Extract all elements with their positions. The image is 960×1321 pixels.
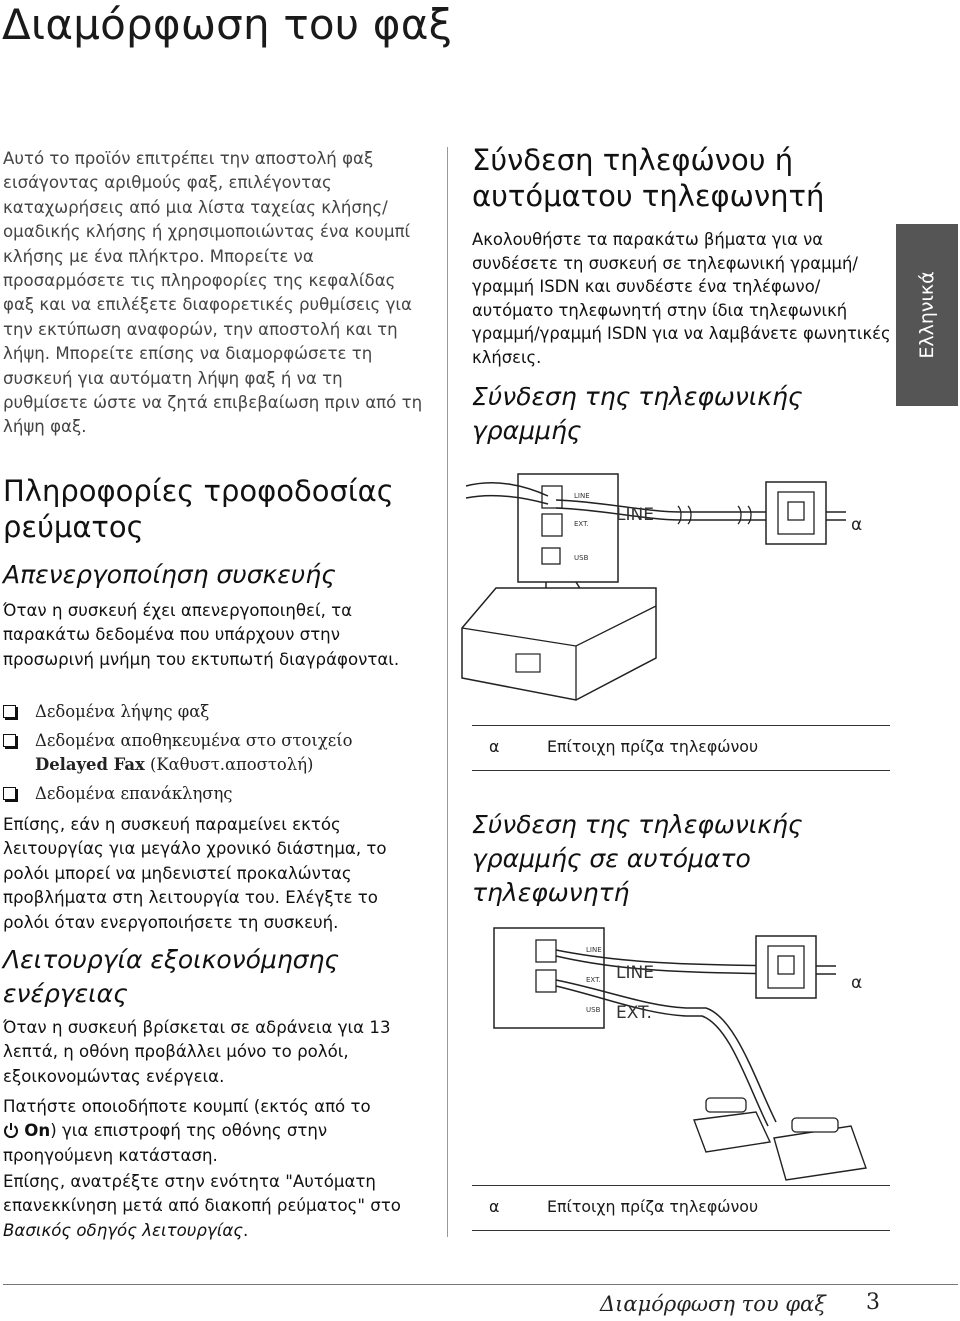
column-divider — [447, 147, 448, 1237]
checkbox-bullet-icon — [3, 787, 16, 800]
cable-line-label: LINE — [616, 505, 654, 525]
port-line-label: LINE — [586, 946, 602, 954]
diagram-legend — [472, 1185, 890, 1231]
list-item-text: Δεδομένα αποθηκευμένα στο στοιχείο — [35, 731, 353, 750]
checkbox-bullet-icon — [3, 734, 16, 747]
legend-value: Επίτοιχη πρίζα τηλεφώνου — [547, 1197, 759, 1216]
wake-text-after: ) για επιστροφή της οθόνης στην προηγούμενη κατάσταση. — [3, 1121, 328, 1165]
line-connection-diagram — [456, 468, 876, 722]
answering-machine-diagram — [456, 922, 876, 1184]
power-info-heading: Πληροφορίες τροφοδοσίας ρεύματος — [3, 474, 394, 544]
energy-saving-paragraph: Όταν η συσκευή βρίσκεται σε αδράνεια για 13 λεπτά, η οθόνη προβάλλει μόνο το ρολόι, εξοικονομώντας ενέργεια. — [3, 1018, 391, 1086]
on-button-label: On — [24, 1121, 51, 1141]
setting-translation: (Καθυστ.αποστολή) — [144, 755, 314, 774]
printer-illustration — [462, 582, 656, 700]
connect-answering-machine-heading: Σύνδεση της τηλεφωνικής γραμμής σε αυτόματο τηλεφωνητή — [472, 810, 803, 907]
list-item — [3, 782, 423, 806]
power-off-subheading: Απενεργοποίηση συσκευής — [3, 560, 336, 589]
diagram-legend — [472, 725, 890, 771]
power-icon — [3, 1122, 19, 1138]
footer-rule — [3, 1284, 958, 1285]
cable-line-label: LINE — [616, 963, 654, 983]
clock-reset-paragraph: Επίσης, εάν η συσκευή παραμείνει εκτός λειτουργίας για μεγάλο χρονικό διάστημα, το ρολόι μπορεί να μηδενιστεί προκαλώντας προβλήματα στη λειτουργία του. Ελέγξτε το ρολόι όταν ενεργοποιήσετε τη συσκευή. — [3, 815, 387, 932]
auto-restart-reference — [3, 1170, 423, 1243]
legend-key: α — [489, 1197, 500, 1216]
port-usb-label: USB — [574, 554, 589, 562]
energy-saving-heading: Λειτουργία εξοικονόμησης ενέργειας — [3, 945, 340, 1008]
footer-title: Διαμόρφωση του φαξ — [600, 1292, 826, 1316]
setting-name: Delayed Fax — [35, 755, 145, 774]
wall-jack-illustration — [766, 482, 826, 544]
wall-jack-callout: α — [851, 515, 863, 535]
list-item — [3, 700, 423, 724]
cleared-data-list — [3, 700, 423, 811]
reference-text: Επίσης, ανατρέξτε στην ενότητα "Αυτόματη επανεκκίνηση μετά από διακοπή ρεύματος" στο — [3, 1172, 401, 1216]
port-usb-label: USB — [586, 1006, 601, 1014]
list-item — [3, 729, 423, 777]
page-number: 3 — [866, 1290, 880, 1315]
legend-key: α — [489, 737, 500, 756]
list-item-text: Δεδομένα λήψης φαξ — [35, 702, 210, 721]
cable-ext-label: EXT. — [616, 1003, 652, 1023]
port-ext-label: EXT. — [574, 520, 589, 528]
connect-intro-paragraph: Ακολουθήστε τα παρακάτω βήματα για να συνδέσετε τη συσκευή σε τηλεφωνική γραμμή/γραμμή ISDN και συνδέστε ένα τηλέφωνο/αυτόματο τηλεφωνητή στην ίδια τηλεφωνική γραμμή/γραμμή ISDN για να λαμβάνετε φωνητικές κλήσεις. — [472, 230, 891, 367]
connect-line-heading: Σύνδεση της τηλεφωνικής γραμμής — [472, 382, 803, 445]
language-side-tab — [896, 224, 958, 406]
port-line-label: LINE — [574, 492, 590, 500]
checkbox-bullet-icon — [3, 705, 16, 718]
reference-end: . — [243, 1220, 249, 1240]
wall-jack-callout: α — [851, 973, 863, 993]
reference-guide-title: Βασικός οδηγός λειτουργίας — [3, 1220, 244, 1240]
answering-machine-illustration — [774, 1118, 866, 1180]
legend-value: Επίτοιχη πρίζα τηλεφώνου — [547, 737, 759, 756]
wake-text-before: Πατήστε οποιοδήποτε κουμπί (εκτός από το — [3, 1097, 371, 1116]
connect-phone-heading: Σύνδεση τηλεφώνου ή αυτόματου τηλεφωνητή — [472, 143, 825, 213]
intro-paragraph: Αυτό το προϊόν επιτρέπει την αποστολή φαξ εισάγοντας αριθμούς φαξ, επιλέγοντας καταχωρήσεις από μια λίστα ταχείας κλήσης/ομαδικής κλήσης ή χρησιμοποιώντας ένα κουμπί κλήσης με ένα πλήκτρο. Μπορείτε να προσαρμόσετε τις πληροφορίες της κεφαλίδας φαξ και να επιλέξετε διαφορετικές ρυθμίσεις για την εκτύπωση αναφορών, την αποστολή και τη λήψη. Μπορείτε επίσης να διαμορφώσετε τη συσκευή για αυτόματη λήψη φαξ ή να τη ρυθμίσετε ώστε να ζητά επιβεβαίωση πριν από τη λήψη φαξ. — [3, 149, 423, 437]
port-ext-label: EXT. — [586, 976, 601, 984]
wall-jack-illustration — [756, 936, 816, 998]
list-item-text: Δεδομένα επανάκλησης — [35, 784, 233, 803]
page-title: Διαμόρφωση του φαξ — [2, 0, 453, 49]
power-off-paragraph: Όταν η συσκευή έχει απενεργοποιηθεί, τα παρακάτω δεδομένα που υπάρχουν στην προσωρινή μνήμη του εκτυπωτή διαγράφονται. — [3, 601, 400, 669]
wake-display-paragraph — [3, 1095, 423, 1168]
language-label: Ελληνικά — [916, 271, 938, 359]
